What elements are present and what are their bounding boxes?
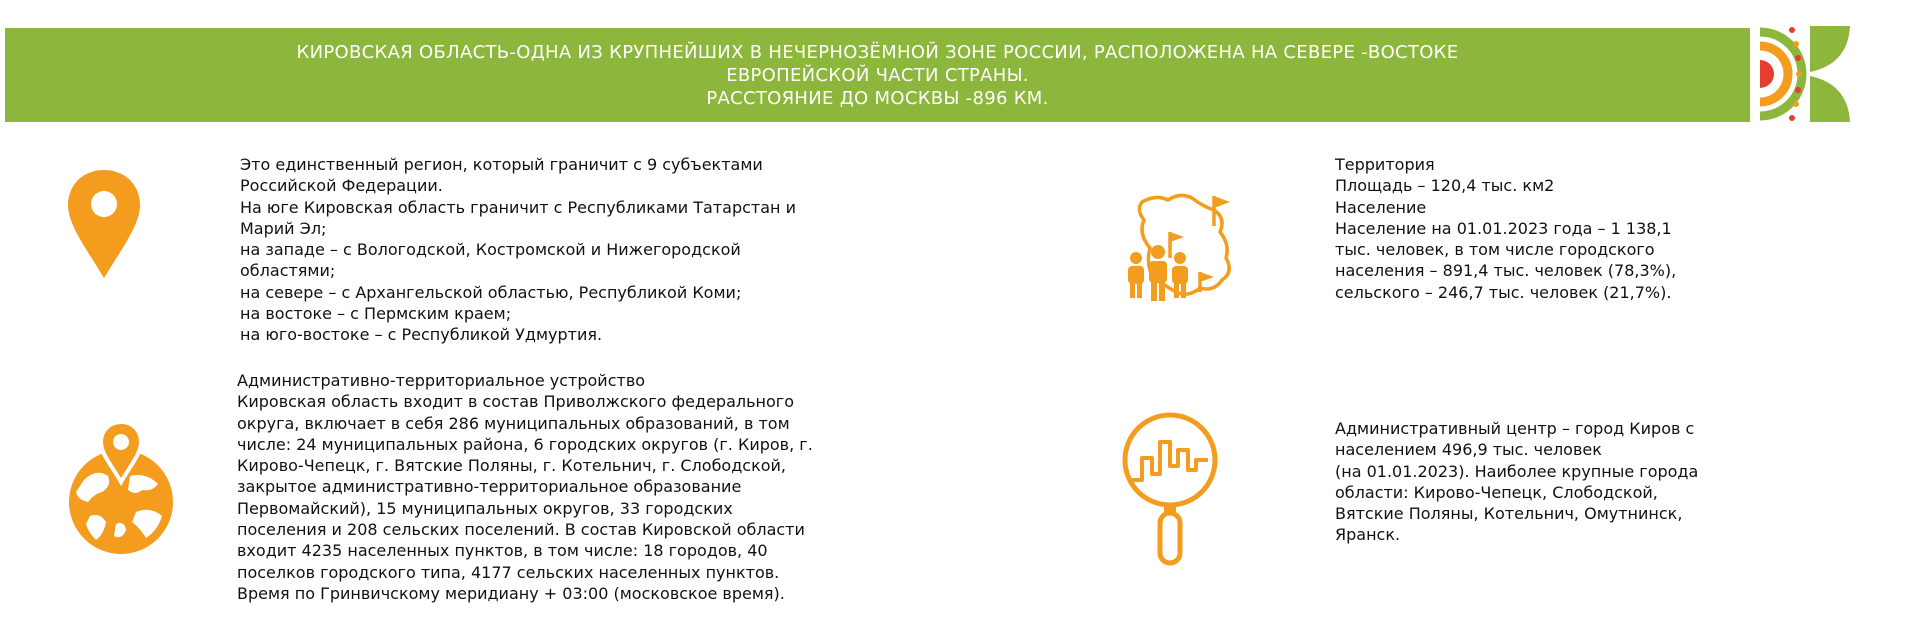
center-line-5: Вятские Поляны, Котельнич, Омутнинск,: [1335, 504, 1683, 524]
admin-line-6: закрытое административно-территориальное образование: [237, 477, 742, 497]
borders-line-3: На юге Кировская область граничит с Республиками Татарстан и: [240, 197, 796, 217]
globe-pin-icon: [66, 420, 176, 556]
admin-center-text: [1335, 418, 1698, 546]
admin-line-2: Кировская область входит в состав Приволжского федерального: [237, 392, 794, 412]
borders-line-9: на юго-востоке – с Республикой Удмуртия.: [240, 325, 603, 345]
admin-line-5: Кирово-Чепецк, г. Вятские Поляны, г. Котельнич, г. Слободской,: [237, 456, 787, 476]
borders-line-2: Российской Федерации.: [240, 176, 443, 196]
territory-text: [1335, 154, 1676, 303]
territory-line-1: Территория: [1335, 155, 1435, 174]
admin-line-4: числе: 24 муниципальных района, 6 городских округов (г. Киров, г.: [237, 434, 813, 454]
admin-line-1: Административно-территориальное устройство: [237, 371, 646, 390]
territory-population-icon: [1122, 188, 1254, 306]
admin-line-3: округа, включает в себя 286 муниципальных образований, в том: [237, 413, 790, 433]
territory-line-4: Население на 01.01.2023 года – 1 138,1: [1335, 218, 1672, 238]
city-magnifier-icon: [1118, 408, 1222, 568]
center-line-4: области: Кирово-Чепецк, Слободской,: [1335, 482, 1658, 502]
borders-line-4: Марий Эл;: [240, 218, 327, 238]
territory-line-5: тыс. человек, в том числе городского: [1335, 240, 1655, 260]
banner-line-1: КИРОВСКАЯ ОБЛАСТЬ-ОДНА ИЗ КРУПНЕЙШИХ В НЕЧЕРНОЗЁМНОЙ ЗОНЕ РОССИИ, РАСПОЛОЖЕНА НА СЕВЕРЕ -ВОСТОКЕ: [296, 41, 1459, 63]
region-logo-icon: [1752, 24, 1852, 124]
borders-line-7: на севере – с Архангельской областью, Республикой Коми;: [240, 282, 742, 302]
banner-line-3: РАССТОЯНИЕ ДО МОСКВЫ -896 КМ.: [706, 87, 1049, 109]
territory-line-6: населения – 891,4 тыс. человек (78,3%),: [1335, 261, 1677, 281]
admin-structure-text: [237, 370, 813, 604]
center-line-2: населением 496,9 тыс. человек: [1335, 440, 1602, 460]
location-pin-icon: [66, 168, 142, 280]
center-line-6: Яранск.: [1335, 525, 1401, 545]
admin-line-10: поселков городского типа, 4177 сельских населенных пунктов.: [237, 562, 780, 582]
banner-line-2: ЕВРОПЕЙСКОЙ ЧАСТИ СТРАНЫ.: [726, 64, 1029, 86]
territory-line-2: Площадь – 120,4 тыс. км2: [1335, 176, 1555, 196]
admin-line-9: входит 4235 населенных пунктов, в том числе: 18 городов, 40: [237, 541, 768, 561]
center-line-3: (на 01.01.2023). Наиболее крупные города: [1335, 461, 1699, 481]
admin-line-8: поселения и 208 сельских поселений. В состав Кировской области: [237, 520, 805, 540]
territory-line-3: Население: [1335, 197, 1427, 217]
header-banner: [5, 28, 1750, 122]
admin-line-7: Первомайский), 15 муниципальных округов, 33 городских: [237, 498, 733, 518]
borders-text: [240, 154, 796, 346]
borders-line-8: на востоке – с Пермским краем;: [240, 304, 512, 324]
borders-line-5: на западе – с Вологодской, Костромской и Нижегородской: [240, 240, 741, 260]
territory-line-7: сельского – 246,7 тыс. человек (21,7%).: [1335, 282, 1672, 302]
admin-line-11: Время по Гринвичскому меридиану + 03:00 (московское время).: [237, 583, 785, 603]
center-line-1: Административный центр – город Киров с: [1335, 419, 1695, 438]
borders-line-1: Это единственный регион, который граничит с 9 субъектами: [240, 155, 763, 174]
borders-line-6: областями;: [240, 261, 336, 281]
